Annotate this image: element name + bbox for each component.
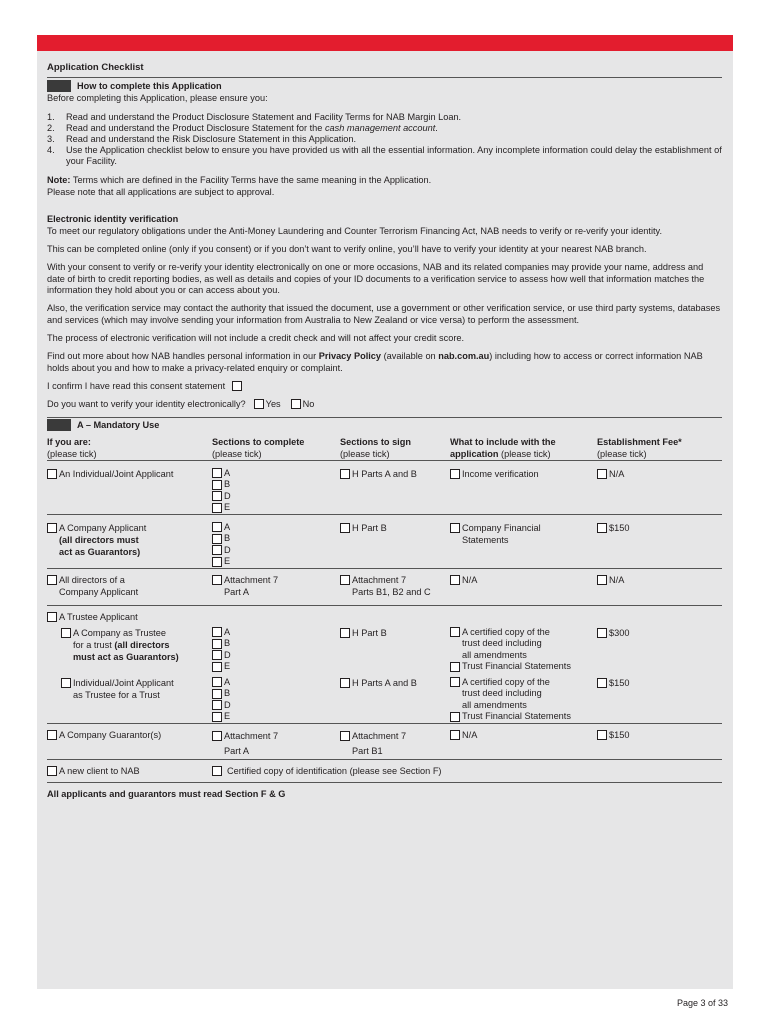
table-row — [47, 759, 722, 782]
section-checkboxes — [212, 627, 340, 673]
intro-text: Before completing this Application, please ensure you: — [47, 93, 268, 103]
include-checkbox[interactable] — [450, 627, 460, 637]
fee-option[interactable] — [597, 627, 722, 639]
approval-text: Please note that all applications are subject to approval. — [47, 186, 275, 197]
label-bold-part: act as Guarantors) — [59, 546, 141, 557]
checklist-table — [47, 436, 722, 783]
include-checkbox[interactable] — [450, 662, 460, 672]
fee-label: $300 — [609, 627, 630, 638]
section-label — [224, 729, 278, 759]
individual-option[interactable] — [47, 468, 212, 480]
section-label: B — [224, 479, 231, 490]
include-option[interactable] — [450, 661, 597, 673]
section-option[interactable] — [212, 522, 340, 534]
individual-trustee-option[interactable] — [61, 677, 212, 701]
include-line: A certified copy of the — [462, 626, 550, 637]
sign-checkbox[interactable] — [340, 469, 350, 479]
verify-yes-checkbox[interactable] — [254, 399, 264, 409]
section-checkbox[interactable] — [212, 480, 222, 490]
sign-checkbox[interactable] — [340, 731, 350, 741]
include-line: trust deed including — [462, 638, 542, 649]
section-label: D — [224, 544, 231, 555]
section-option[interactable] — [212, 545, 340, 557]
header-if-you-are — [47, 436, 212, 461]
include-options — [450, 627, 597, 673]
step-number: 4. — [47, 145, 55, 156]
section-label — [224, 574, 278, 598]
section-checkbox[interactable] — [212, 545, 222, 555]
include-label: Income verification — [462, 468, 539, 479]
table-row — [47, 514, 722, 568]
note-body: Terms which are defined in the Facility Terms have the same meaning in the Application. — [70, 175, 432, 186]
include-line: Statements — [462, 534, 509, 545]
eiv-paragraph-3: With your consent to verify or re-verify your identity electronically on one or more occasions, NAB and its related companies may provide your name, address and date of birth to credit reporting bodies, as well as details and copies of your ID documents to a verification service to assess how well that information matches the information they hold about you or can access about you. — [47, 262, 705, 296]
section-label: A — [224, 467, 231, 478]
sign-option[interactable] — [340, 729, 450, 759]
eiv-paragraph-5: The process of electronic verification will not include a credit check and will not affect your credit score. — [47, 332, 465, 343]
label-part: for a trust — [73, 639, 115, 650]
header-sub: (please tick) — [212, 448, 262, 459]
section-label: E — [224, 661, 231, 672]
header-title: If you are: — [47, 436, 91, 447]
steps-list — [47, 112, 722, 167]
label-part: as Trustee for a Trust — [73, 689, 160, 700]
header-sections-sign — [340, 436, 450, 461]
section-option[interactable] — [212, 556, 340, 568]
sign-option[interactable] — [340, 522, 450, 534]
sign-label: H Part B — [352, 627, 387, 638]
section-checkbox[interactable] — [212, 491, 222, 501]
section-label: D — [224, 490, 231, 501]
include-option[interactable] — [450, 677, 597, 712]
include-checkbox[interactable] — [450, 469, 460, 479]
page-content — [47, 62, 722, 799]
footer-note: All applicants and guarantors must read Section F & G — [47, 788, 286, 799]
consent-row — [47, 381, 722, 392]
eiv-heading: Electronic identity verification — [47, 213, 179, 224]
fee-checkbox[interactable] — [597, 678, 607, 688]
individual-trustee-checkbox[interactable] — [61, 678, 71, 688]
eiv-paragraph-2: This can be completed online (only if you consent) or if you don’t want to verify online, you’ll have to verify your identity at your nearest NAB branch. — [47, 244, 647, 255]
sign-label: H Part B — [352, 522, 387, 533]
label-part: Part A — [224, 586, 250, 597]
section-checkbox[interactable] — [212, 522, 222, 532]
label-bold-part: (all directors — [114, 639, 170, 650]
text-part: Find out more about how NAB handles personal information in our — [47, 351, 319, 362]
table-header-row — [47, 436, 722, 461]
section-checkbox[interactable] — [212, 503, 222, 513]
include-label: Trust Financial Statements — [462, 661, 571, 672]
option-label: A new client to NAB — [59, 765, 140, 776]
section-label: D — [224, 699, 231, 710]
sign-label — [352, 574, 431, 598]
include-checkbox[interactable] — [450, 712, 460, 722]
fee-option[interactable] — [597, 522, 722, 534]
include-checkbox[interactable] — [450, 523, 460, 533]
include-line: trust deed including — [462, 688, 542, 699]
note-text — [47, 175, 722, 198]
sign-checkbox[interactable] — [340, 523, 350, 533]
option-label — [59, 522, 146, 558]
label-part: Company Applicant — [59, 586, 139, 597]
directors-option[interactable] — [47, 574, 212, 598]
sign-option[interactable] — [340, 677, 450, 689]
label-part: A Company as Trustee — [73, 627, 166, 638]
verify-question: Do you want to verify your identity electronically? — [47, 398, 246, 409]
eiv-paragraph-6 — [47, 351, 722, 374]
include-option[interactable] — [450, 711, 597, 723]
sign-option[interactable] — [340, 574, 450, 598]
eiv-paragraph-1: To meet our regulatory obligations under the Anti-Money Laundering and Counter Terrorism Financing Act, NAB needs to verify or re-verify your identity. — [47, 225, 663, 236]
nab-website-link[interactable]: nab.com.au — [438, 351, 490, 362]
label-part: Parts B1, B2 and C — [352, 586, 431, 597]
step-text: Read and understand the Risk Disclosure Statement in this Application. — [66, 134, 357, 145]
step-text — [66, 123, 438, 134]
text-part: (available on — [381, 351, 439, 362]
section-label: B — [224, 533, 231, 544]
new-client-option[interactable] — [47, 765, 212, 777]
section-label: E — [224, 556, 231, 567]
step-text: Read and understand the Product Disclosure Statement and Facility Terms for NAB Margin Loan. — [66, 112, 462, 123]
guarantor-checkbox[interactable] — [47, 730, 57, 740]
section-heading-label: A – Mandatory Use — [77, 420, 160, 431]
step-text: Use the Application checklist below to ensure you have provided us with all the essential information. Any incomplete information could delay the establishment of your Facility. — [66, 145, 722, 167]
section-checkbox[interactable] — [212, 712, 222, 722]
table-row — [47, 623, 722, 673]
text-part: ) including how to access or correct information NAB holds about you and how to make a privacy-related enquiry or complaint. — [47, 351, 703, 373]
section-option[interactable] — [212, 491, 340, 503]
divider — [47, 417, 722, 418]
section-checkbox[interactable] — [212, 731, 222, 741]
section-option[interactable] — [212, 627, 340, 639]
company-option[interactable] — [47, 522, 212, 558]
include-options — [450, 677, 597, 723]
step-number: 1. — [47, 112, 55, 123]
section-heading-mandatory — [47, 419, 722, 432]
header-sub-part: (please tick) — [498, 448, 551, 459]
fee-checkbox[interactable] — [597, 575, 607, 585]
section-label: E — [224, 502, 231, 513]
section-label: A — [224, 626, 231, 637]
include-label: N/A — [462, 574, 478, 585]
header-establishment-fee — [597, 436, 722, 461]
include-line: all amendments — [462, 649, 527, 660]
label-bold-part: (all directors must — [59, 534, 139, 545]
verify-no-checkbox[interactable] — [291, 399, 301, 409]
include-checkbox[interactable] — [450, 677, 460, 687]
section-checkboxes — [212, 522, 340, 568]
sign-option[interactable] — [340, 468, 450, 480]
include-label: Certified copy of identification (please see Section F) — [227, 765, 442, 776]
include-option[interactable] — [450, 522, 597, 546]
consent-label: I confirm I have read this consent statement — [47, 380, 226, 391]
label-part: Attachment 7 — [352, 574, 407, 585]
section-checkboxes — [212, 468, 340, 514]
individual-checkbox[interactable] — [47, 469, 57, 479]
include-label — [462, 677, 550, 712]
verify-yes-label: Yes — [265, 398, 281, 409]
fee-label: $150 — [609, 522, 630, 533]
include-line: A certified copy of the — [462, 676, 550, 687]
fee-checkbox[interactable] — [597, 469, 607, 479]
directors-checkbox[interactable] — [47, 575, 57, 585]
include-option[interactable] — [450, 627, 597, 662]
fee-label: N/A — [609, 574, 625, 585]
company-trustee-checkbox[interactable] — [61, 628, 71, 638]
sign-label — [352, 729, 406, 759]
section-option[interactable] — [212, 468, 340, 480]
label-part: All directors of a — [59, 574, 125, 585]
include-option[interactable] — [450, 729, 597, 741]
header-sub: (please tick) — [340, 448, 390, 459]
fee-checkbox[interactable] — [597, 628, 607, 638]
section-option[interactable] — [212, 533, 340, 545]
fee-label: N/A — [609, 468, 625, 479]
step-text-part: . — [435, 123, 438, 134]
fee-option[interactable] — [597, 729, 722, 741]
include-line: Company Financial — [462, 522, 541, 533]
section-checkboxes — [212, 677, 340, 723]
sign-checkbox[interactable] — [340, 628, 350, 638]
step-number: 2. — [47, 123, 55, 134]
section-option[interactable] — [212, 574, 340, 598]
table-row — [47, 605, 722, 623]
header-sections-complete — [212, 436, 340, 461]
trustee-option[interactable] — [47, 611, 722, 623]
section-marker-block — [47, 419, 71, 431]
header-title: Establishment Fee* — [597, 436, 682, 447]
option-label: An Individual/Joint Applicant — [59, 468, 174, 479]
fee-checkbox[interactable] — [597, 523, 607, 533]
header-title: Sections to complete — [212, 436, 305, 447]
fee-option[interactable] — [597, 468, 722, 480]
step-text-italic: cash management account — [324, 123, 436, 134]
option-label — [73, 677, 174, 701]
note-label: Note: — [47, 175, 71, 186]
header-title: Sections to sign — [340, 436, 411, 447]
new-client-checkbox[interactable] — [47, 766, 57, 776]
option-label — [73, 627, 179, 663]
step-number: 3. — [47, 134, 55, 145]
brand-accent-bar — [37, 35, 733, 51]
include-checkbox[interactable] — [450, 730, 460, 740]
section-checkbox[interactable] — [212, 468, 222, 478]
divider — [47, 77, 722, 78]
section-heading-how-to — [47, 79, 722, 92]
identification-option[interactable] — [212, 765, 722, 777]
include-checkbox[interactable] — [450, 575, 460, 585]
header-title-part: application — [450, 448, 499, 459]
list-item — [47, 134, 722, 145]
option-label: A Trustee Applicant — [59, 611, 138, 622]
label-part: Attachment 7 — [224, 574, 279, 585]
list-item — [47, 145, 722, 167]
header-sub — [450, 448, 597, 460]
label-part: Attachment 7 — [352, 730, 407, 741]
header-sub: (please tick) — [47, 448, 97, 459]
label-part: Part A — [224, 745, 250, 756]
list-item — [47, 112, 722, 123]
section-marker-block — [47, 80, 71, 92]
section-label: A — [224, 676, 231, 687]
fee-option[interactable] — [597, 677, 722, 689]
include-label: Trust Financial Statements — [462, 711, 571, 722]
sign-label: H Parts A and B — [352, 677, 417, 688]
option-label — [59, 574, 138, 598]
section-checkbox[interactable] — [212, 677, 222, 687]
consent-checkbox[interactable] — [232, 381, 242, 391]
list-item — [47, 123, 722, 134]
trustee-checkbox[interactable] — [47, 612, 57, 622]
section-checkbox[interactable] — [212, 689, 222, 699]
section-label: E — [224, 711, 231, 722]
section-option[interactable] — [212, 638, 340, 650]
section-label: B — [224, 688, 231, 699]
section-option[interactable] — [212, 661, 340, 673]
include-label — [462, 522, 541, 546]
header-what-to-include — [450, 436, 597, 461]
include-line: all amendments — [462, 699, 527, 710]
table-row — [47, 673, 722, 724]
privacy-policy-link[interactable]: Privacy Policy — [318, 351, 382, 362]
section-checkbox[interactable] — [212, 557, 222, 567]
table-row — [47, 568, 722, 605]
fee-option[interactable] — [597, 574, 722, 586]
verify-no-label: No — [302, 398, 315, 409]
section-option[interactable] — [212, 479, 340, 491]
fee-label: $150 — [609, 677, 630, 688]
include-label — [462, 627, 550, 662]
section-option[interactable] — [212, 711, 340, 723]
section-checkbox[interactable] — [212, 534, 222, 544]
eiv-paragraph-4: Also, the verification service may contact the authority that issued the document, use a government or other verification service, or use third party systems, databases and services (which may involve sending your information from Australia to New Zealand or vice versa) to perform the assessment. — [47, 303, 721, 325]
label-part: A Company Applicant — [59, 522, 147, 533]
verify-row — [47, 399, 722, 410]
table-row — [47, 460, 722, 514]
section-checkbox[interactable] — [212, 662, 222, 672]
section-label: A — [224, 521, 231, 532]
section-option[interactable] — [212, 677, 340, 689]
include-label: N/A — [462, 729, 478, 740]
section-checkbox[interactable] — [212, 627, 222, 637]
section-option[interactable] — [212, 729, 340, 759]
page-number: Page 3 of 33 — [677, 998, 729, 1008]
checklist-title: Application Checklist — [47, 62, 144, 73]
section-label: B — [224, 638, 231, 649]
label-part: Individual/Joint Applicant — [73, 677, 174, 688]
section-option[interactable] — [212, 502, 340, 514]
identification-checkbox[interactable] — [212, 766, 222, 776]
section-checkbox[interactable] — [212, 650, 222, 660]
section-label: D — [224, 649, 231, 660]
fee-label: $150 — [609, 729, 630, 740]
company-trustee-option[interactable] — [61, 627, 212, 663]
sign-checkbox[interactable] — [340, 575, 350, 585]
sign-checkbox[interactable] — [340, 678, 350, 688]
label-part: Attachment 7 — [224, 730, 279, 741]
sign-label: H Parts A and B — [352, 468, 417, 479]
sign-option[interactable] — [340, 627, 450, 639]
include-option[interactable] — [450, 468, 597, 480]
fee-checkbox[interactable] — [597, 730, 607, 740]
option-label: A Company Guarantor(s) — [59, 729, 162, 740]
header-sub: (please tick) — [597, 448, 647, 459]
section-option[interactable] — [212, 688, 340, 700]
label-bold-part: must act as Guarantors) — [73, 651, 179, 662]
guarantor-option[interactable] — [47, 729, 212, 741]
include-option[interactable] — [450, 574, 597, 586]
section-checkbox[interactable] — [212, 700, 222, 710]
section-checkbox[interactable] — [212, 639, 222, 649]
label-part: Part B1 — [352, 745, 383, 756]
company-checkbox[interactable] — [47, 523, 57, 533]
section-option[interactable] — [212, 700, 340, 712]
table-row — [47, 723, 722, 759]
step-text-part: Read and understand the Product Disclosure Statement for the — [66, 123, 325, 134]
section-heading-label: How to complete this Application — [77, 80, 222, 91]
header-title: What to include with the — [450, 436, 556, 447]
section-option[interactable] — [212, 650, 340, 662]
section-checkbox[interactable] — [212, 575, 222, 585]
